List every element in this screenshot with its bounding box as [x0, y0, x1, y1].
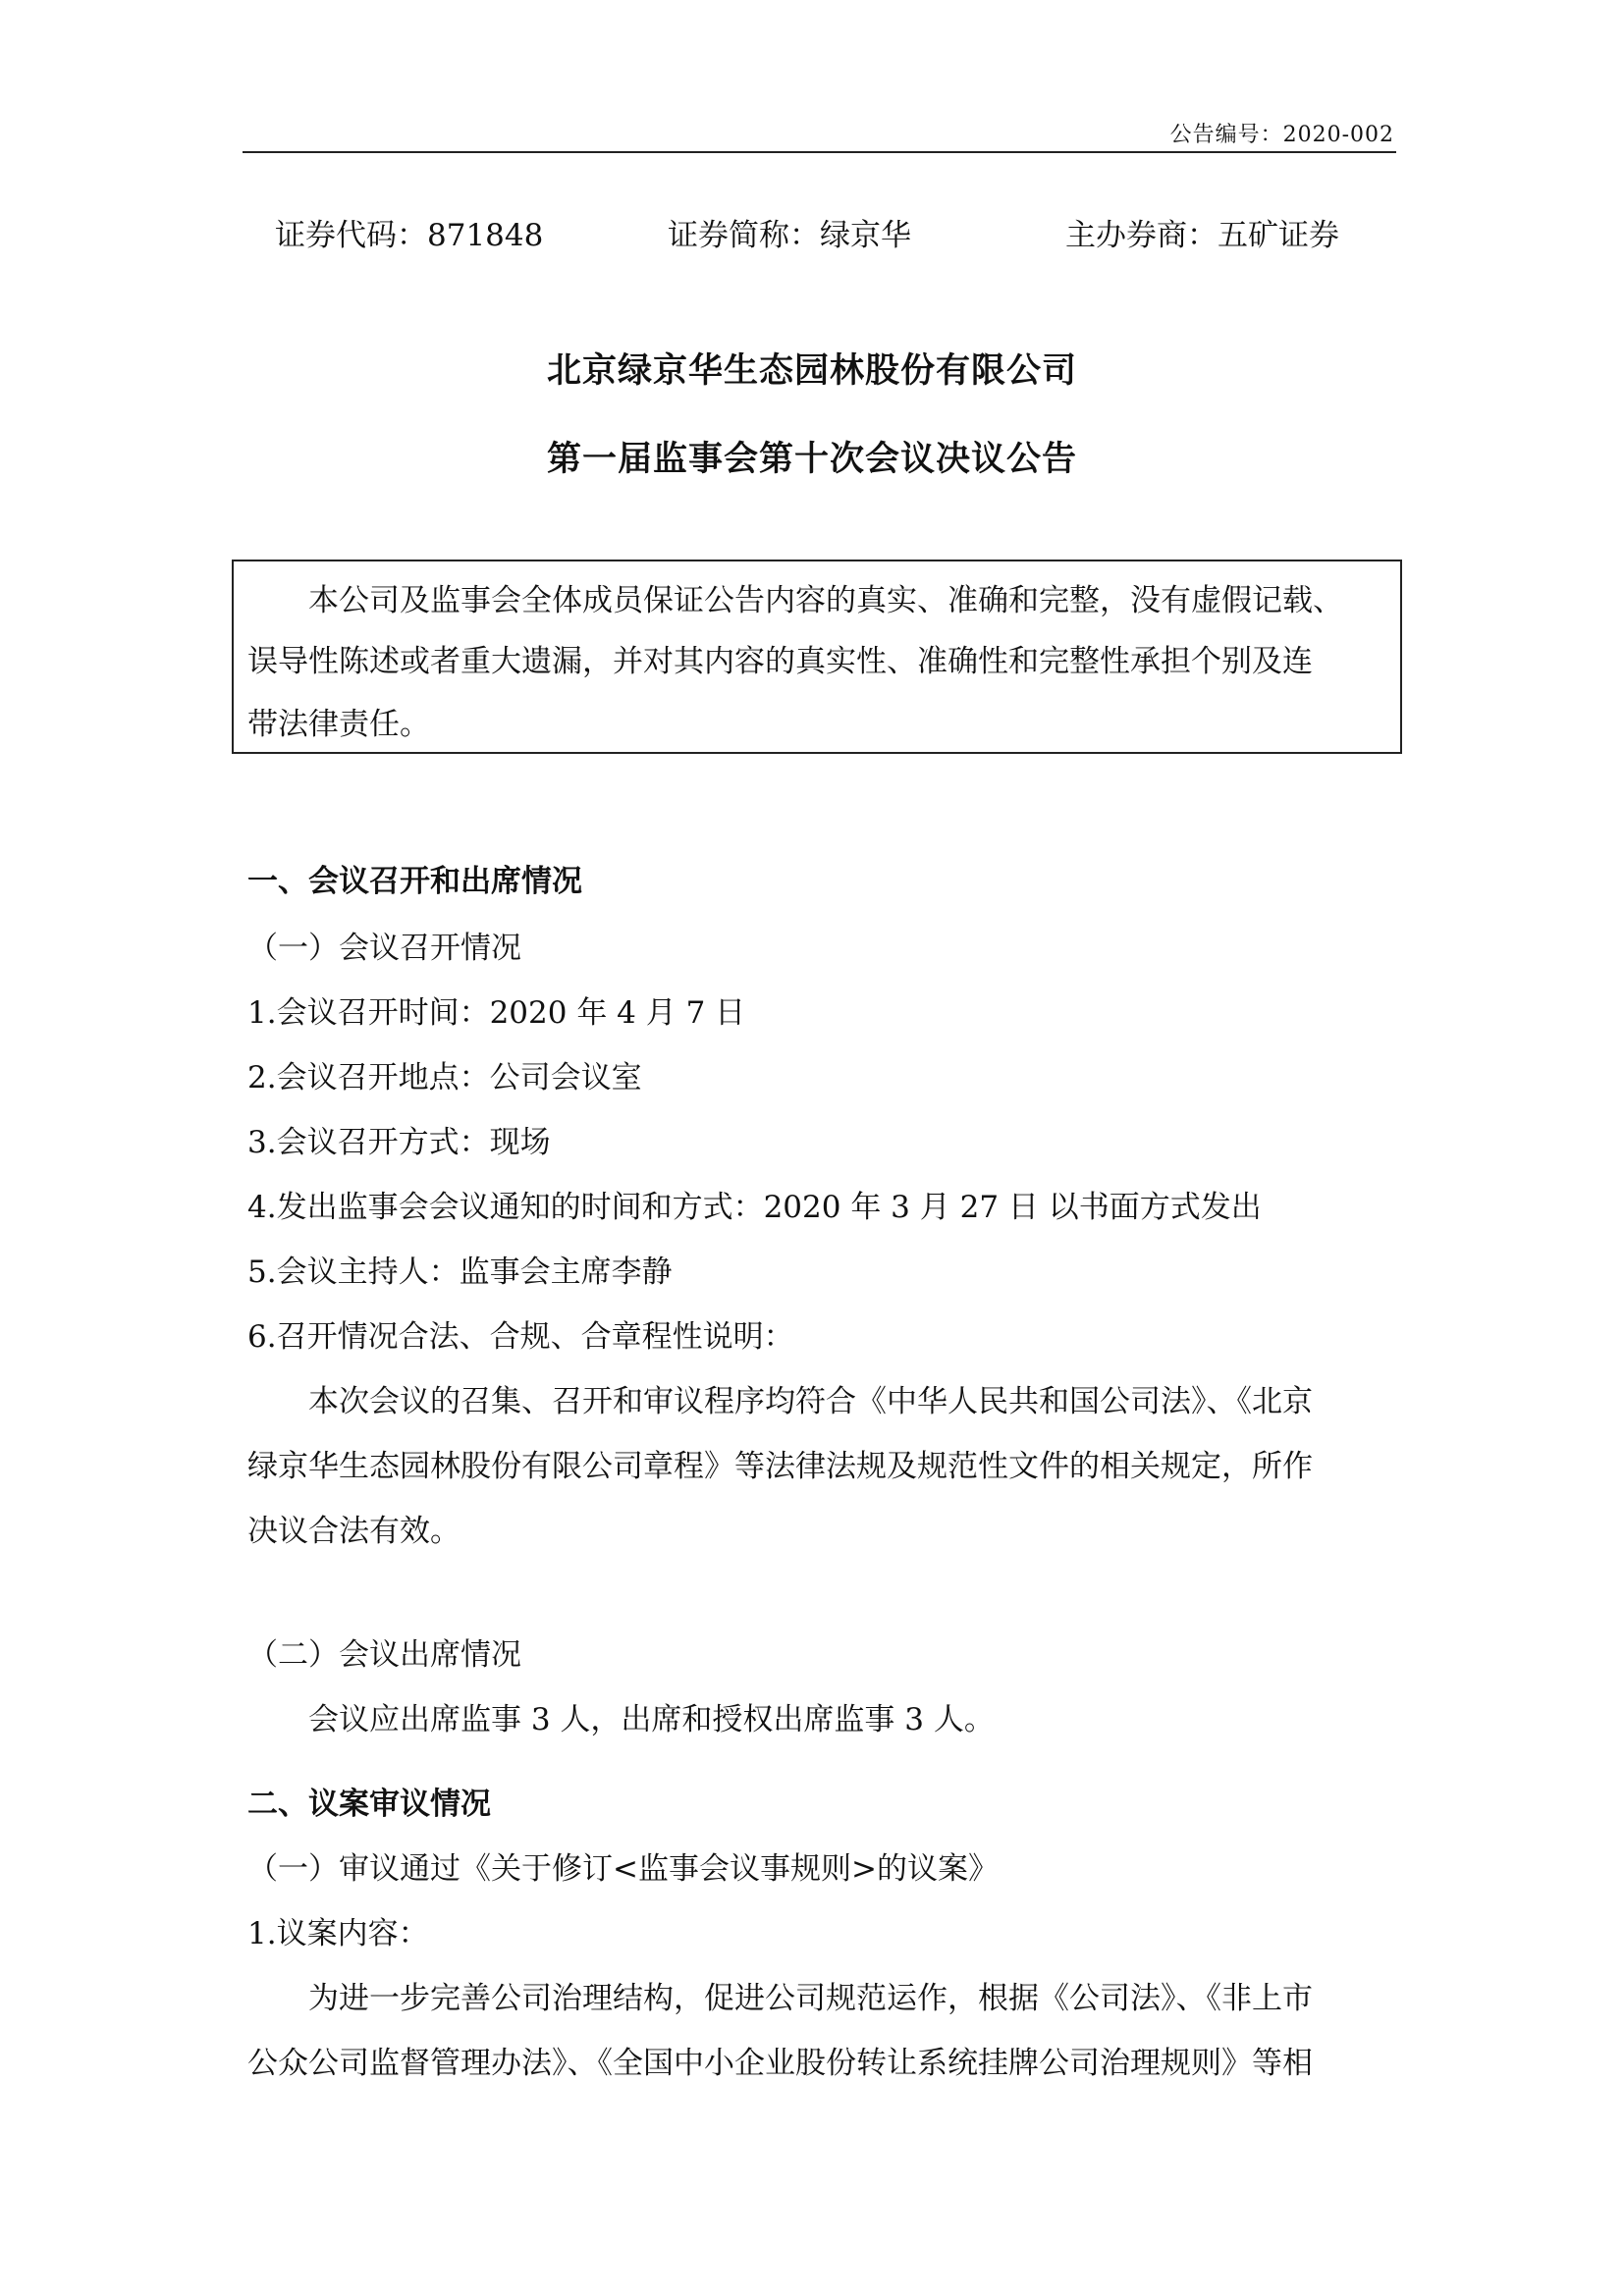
legality-line-2: 绿京华生态园林股份有限公司章程》等法律法规及规范性文件的相关规定，所作: [247, 1449, 1313, 1484]
section-1-heading: 一、会议召开和出席情况: [247, 864, 582, 899]
document-title-line-2: 第一届监事会第十次会议决议公告: [546, 439, 1077, 479]
document-title-line-1: 北京绿京华生态园林股份有限公司: [546, 350, 1077, 391]
broker-name: 主办券商：五矿证券: [1065, 218, 1339, 253]
securities-short-name: 证券简称：绿京华: [668, 218, 911, 253]
meeting-host: 5.会议主持人：监事会主席李静: [247, 1255, 673, 1290]
proposal-content-label: 1.议案内容：: [247, 1916, 429, 1951]
meeting-time: 1.会议召开时间：2020 年 4 月 7 日: [247, 995, 746, 1031]
header-divider: [243, 151, 1396, 153]
attendance-text: 会议应出席监事 3 人，出席和授权出席监事 3 人。: [308, 1702, 995, 1737]
legality-label: 6.召开情况合法、合规、合章程性说明：: [247, 1319, 794, 1355]
statement-line-3: 带法律责任。: [247, 707, 430, 742]
securities-code: 证券代码：871848: [275, 218, 544, 253]
meeting-place: 2.会议召开地点：公司会议室: [247, 1060, 642, 1095]
statement-line-2: 误导性陈述或者重大遗漏，并对其内容的真实性、准确性和完整性承担个别及连: [247, 644, 1313, 679]
section-1-sub-2: （二）会议出席情况: [247, 1637, 521, 1673]
proposal-content-line-2: 公众公司监督管理办法》、《全国中小企业股份转让系统挂牌公司治理规则》等相: [247, 2046, 1313, 2081]
section-2-heading: 二、议案审议情况: [247, 1787, 491, 1822]
meeting-method: 3.会议召开方式：现场: [247, 1125, 551, 1160]
notice-number: 公告编号：2020-002: [1169, 123, 1394, 147]
notice-time-method: 4.发出监事会会议通知的时间和方式：2020 年 3 月 27 日 以书面方式发出: [247, 1190, 1262, 1225]
statement-line-1: 本公司及监事会全体成员保证公告内容的真实、准确和完整，没有虚假记载、: [308, 583, 1343, 618]
section-1-sub-1: （一）会议召开情况: [247, 931, 521, 966]
proposal-content-line-1: 为进一步完善公司治理结构，促进公司规范运作，根据《公司法》、《非上市: [308, 1981, 1313, 2016]
legality-line-1: 本次会议的召集、召开和审议程序均符合《中华人民共和国公司法》、《北京: [308, 1384, 1313, 1419]
section-2-sub-1: （一）审议通过《关于修订<监事会议事规则>的议案》: [247, 1851, 999, 1887]
legality-line-3: 决议合法有效。: [247, 1514, 460, 1549]
